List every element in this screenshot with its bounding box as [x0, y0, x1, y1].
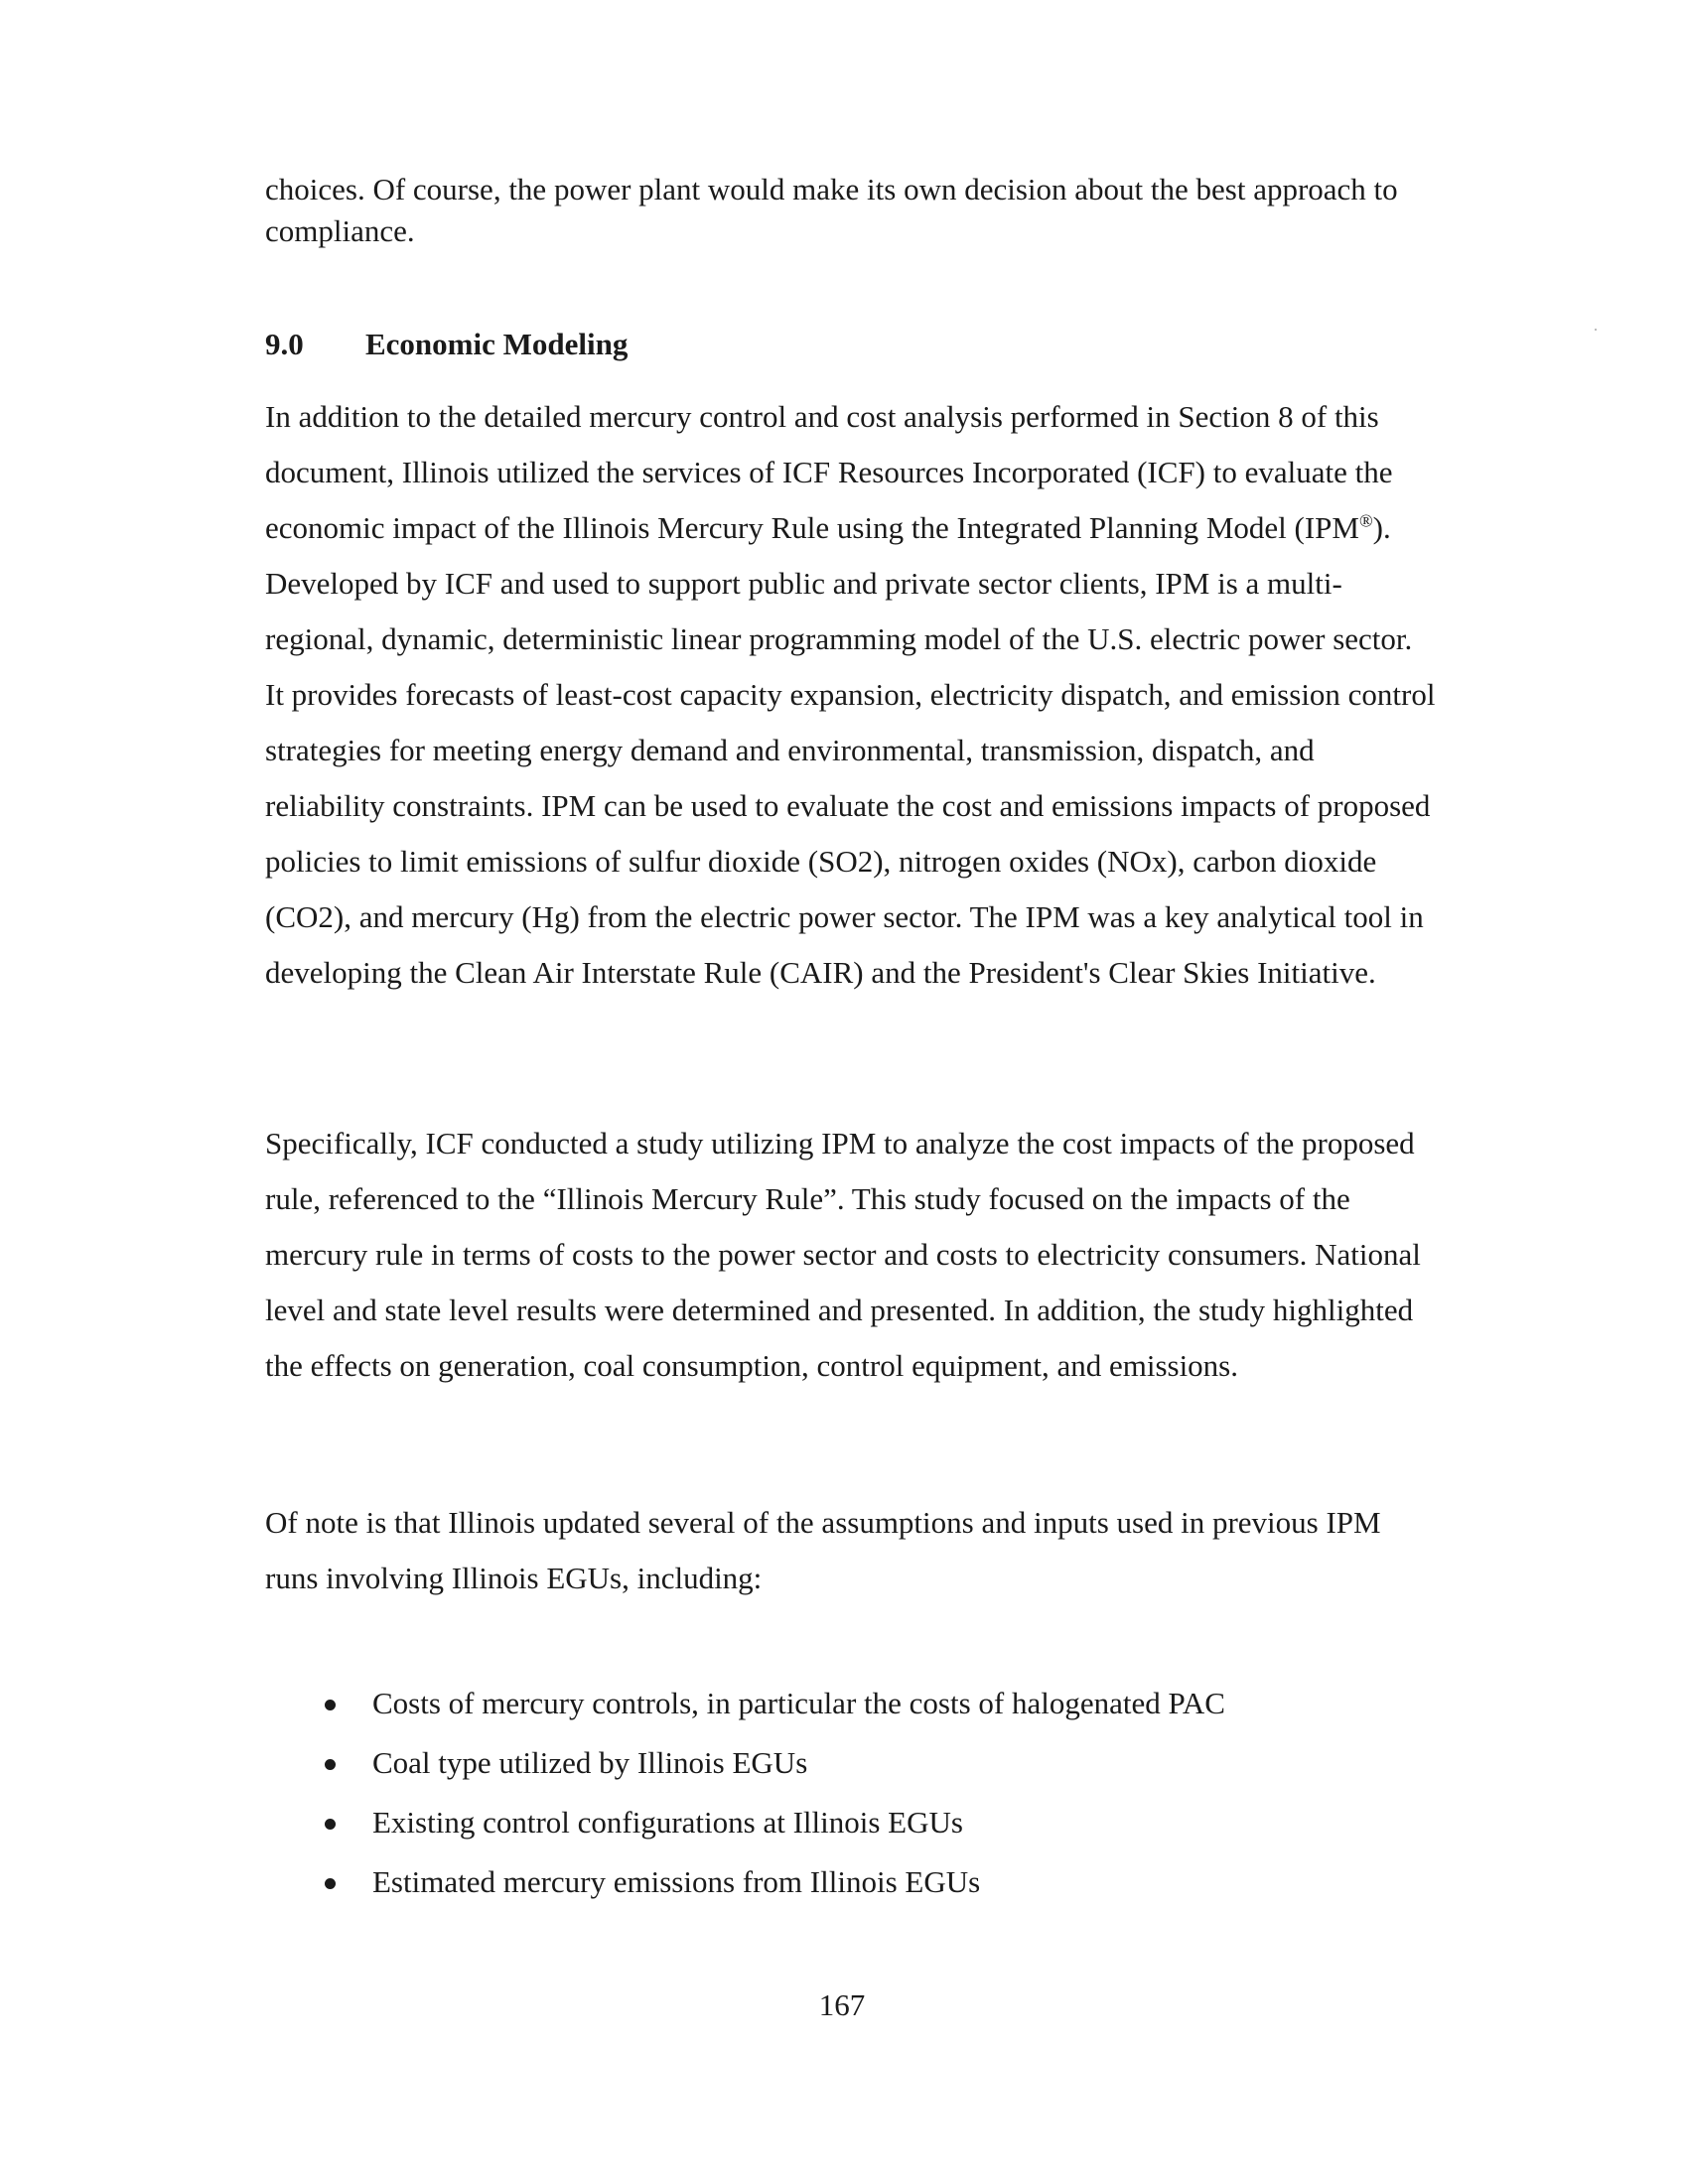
assumptions-list: [318, 1674, 1410, 1912]
bullet-icon: [325, 1700, 336, 1710]
paragraph-ipm-overview-part2: ). Developed by ICF and used to support public and private sector clients, IPM is a multi-regional, dynamic, deterministic linear programming model of the U.S. electric power sector. It provides forecasts of least-cost capacity expansion, electricity dispatch, and emission control strategies for meeting energy demand and environmental, transmission, dispatch, and reliability constraints. IPM can be used to evaluate the cost and emissions impacts of proposed policies to limit emissions of sulfur dioxide (SO2), nitrogen oxides (NOx), carbon dioxide (CO2), and mercury (Hg) from the electric power sector. The IPM was a key analytical tool in developing the Clean Air Interstate Rule (CAIR) and the President's Clear Skies Initiative.: [265, 510, 1436, 990]
list-item-text: Estimated mercury emissions from Illinois EGUs: [372, 1864, 981, 1899]
bullet-icon: [325, 1759, 336, 1770]
intro-paragraph: choices. Of course, the power plant would make its own decision about the best approach to compliance.: [265, 172, 1398, 248]
registered-mark: ®: [1358, 510, 1373, 531]
list-item: [318, 1852, 1410, 1912]
list-item: [318, 1733, 1410, 1793]
paragraph-ipm-overview-part1: In addition to the detailed mercury control and cost analysis performed in Section 8 of this document, Illinois utilized the services of ICF Resources Incorporated (ICF) to evaluate the economic impact of the Illinois Mercury Rule using the Integrated Planning Model (IPM: [265, 399, 1393, 545]
paragraph-updated-assumptions: Of note is that Illinois updated several of the assumptions and inputs used in previous IPM runs involving Illinois EGUs, including:: [265, 1505, 1381, 1595]
paragraph-icf-study: Specifically, ICF conducted a study utilizing IPM to analyze the cost impacts of the proposed rule, referenced to the “Illinois Mercury Rule”. This study focused on the impacts of the mercury rule in terms of costs to the power sector and costs to electricity consumers. National level and state level results were determined and presented. In addition, the study highlighted the effects on generation, coal consumption, control equipment, and emissions.: [265, 1126, 1421, 1383]
list-item-text: Coal type utilized by Illinois EGUs: [372, 1745, 808, 1780]
list-item: [318, 1793, 1410, 1852]
section-number: 9.0: [265, 327, 304, 361]
bullet-icon: [325, 1819, 336, 1830]
section-title: Economic Modeling: [365, 327, 629, 361]
page-number: 167: [818, 1987, 866, 2022]
bullet-icon: [325, 1878, 336, 1889]
list-item-text: Costs of mercury controls, in particular the costs of halogenated PAC: [372, 1686, 1225, 1720]
list-item: [318, 1674, 1410, 1733]
list-item-text: Existing control configurations at Illinois EGUs: [372, 1805, 963, 1840]
paragraph-ipm-overview: [265, 389, 1437, 1001]
section-heading: [265, 320, 628, 369]
scan-speck: [1595, 329, 1597, 331]
